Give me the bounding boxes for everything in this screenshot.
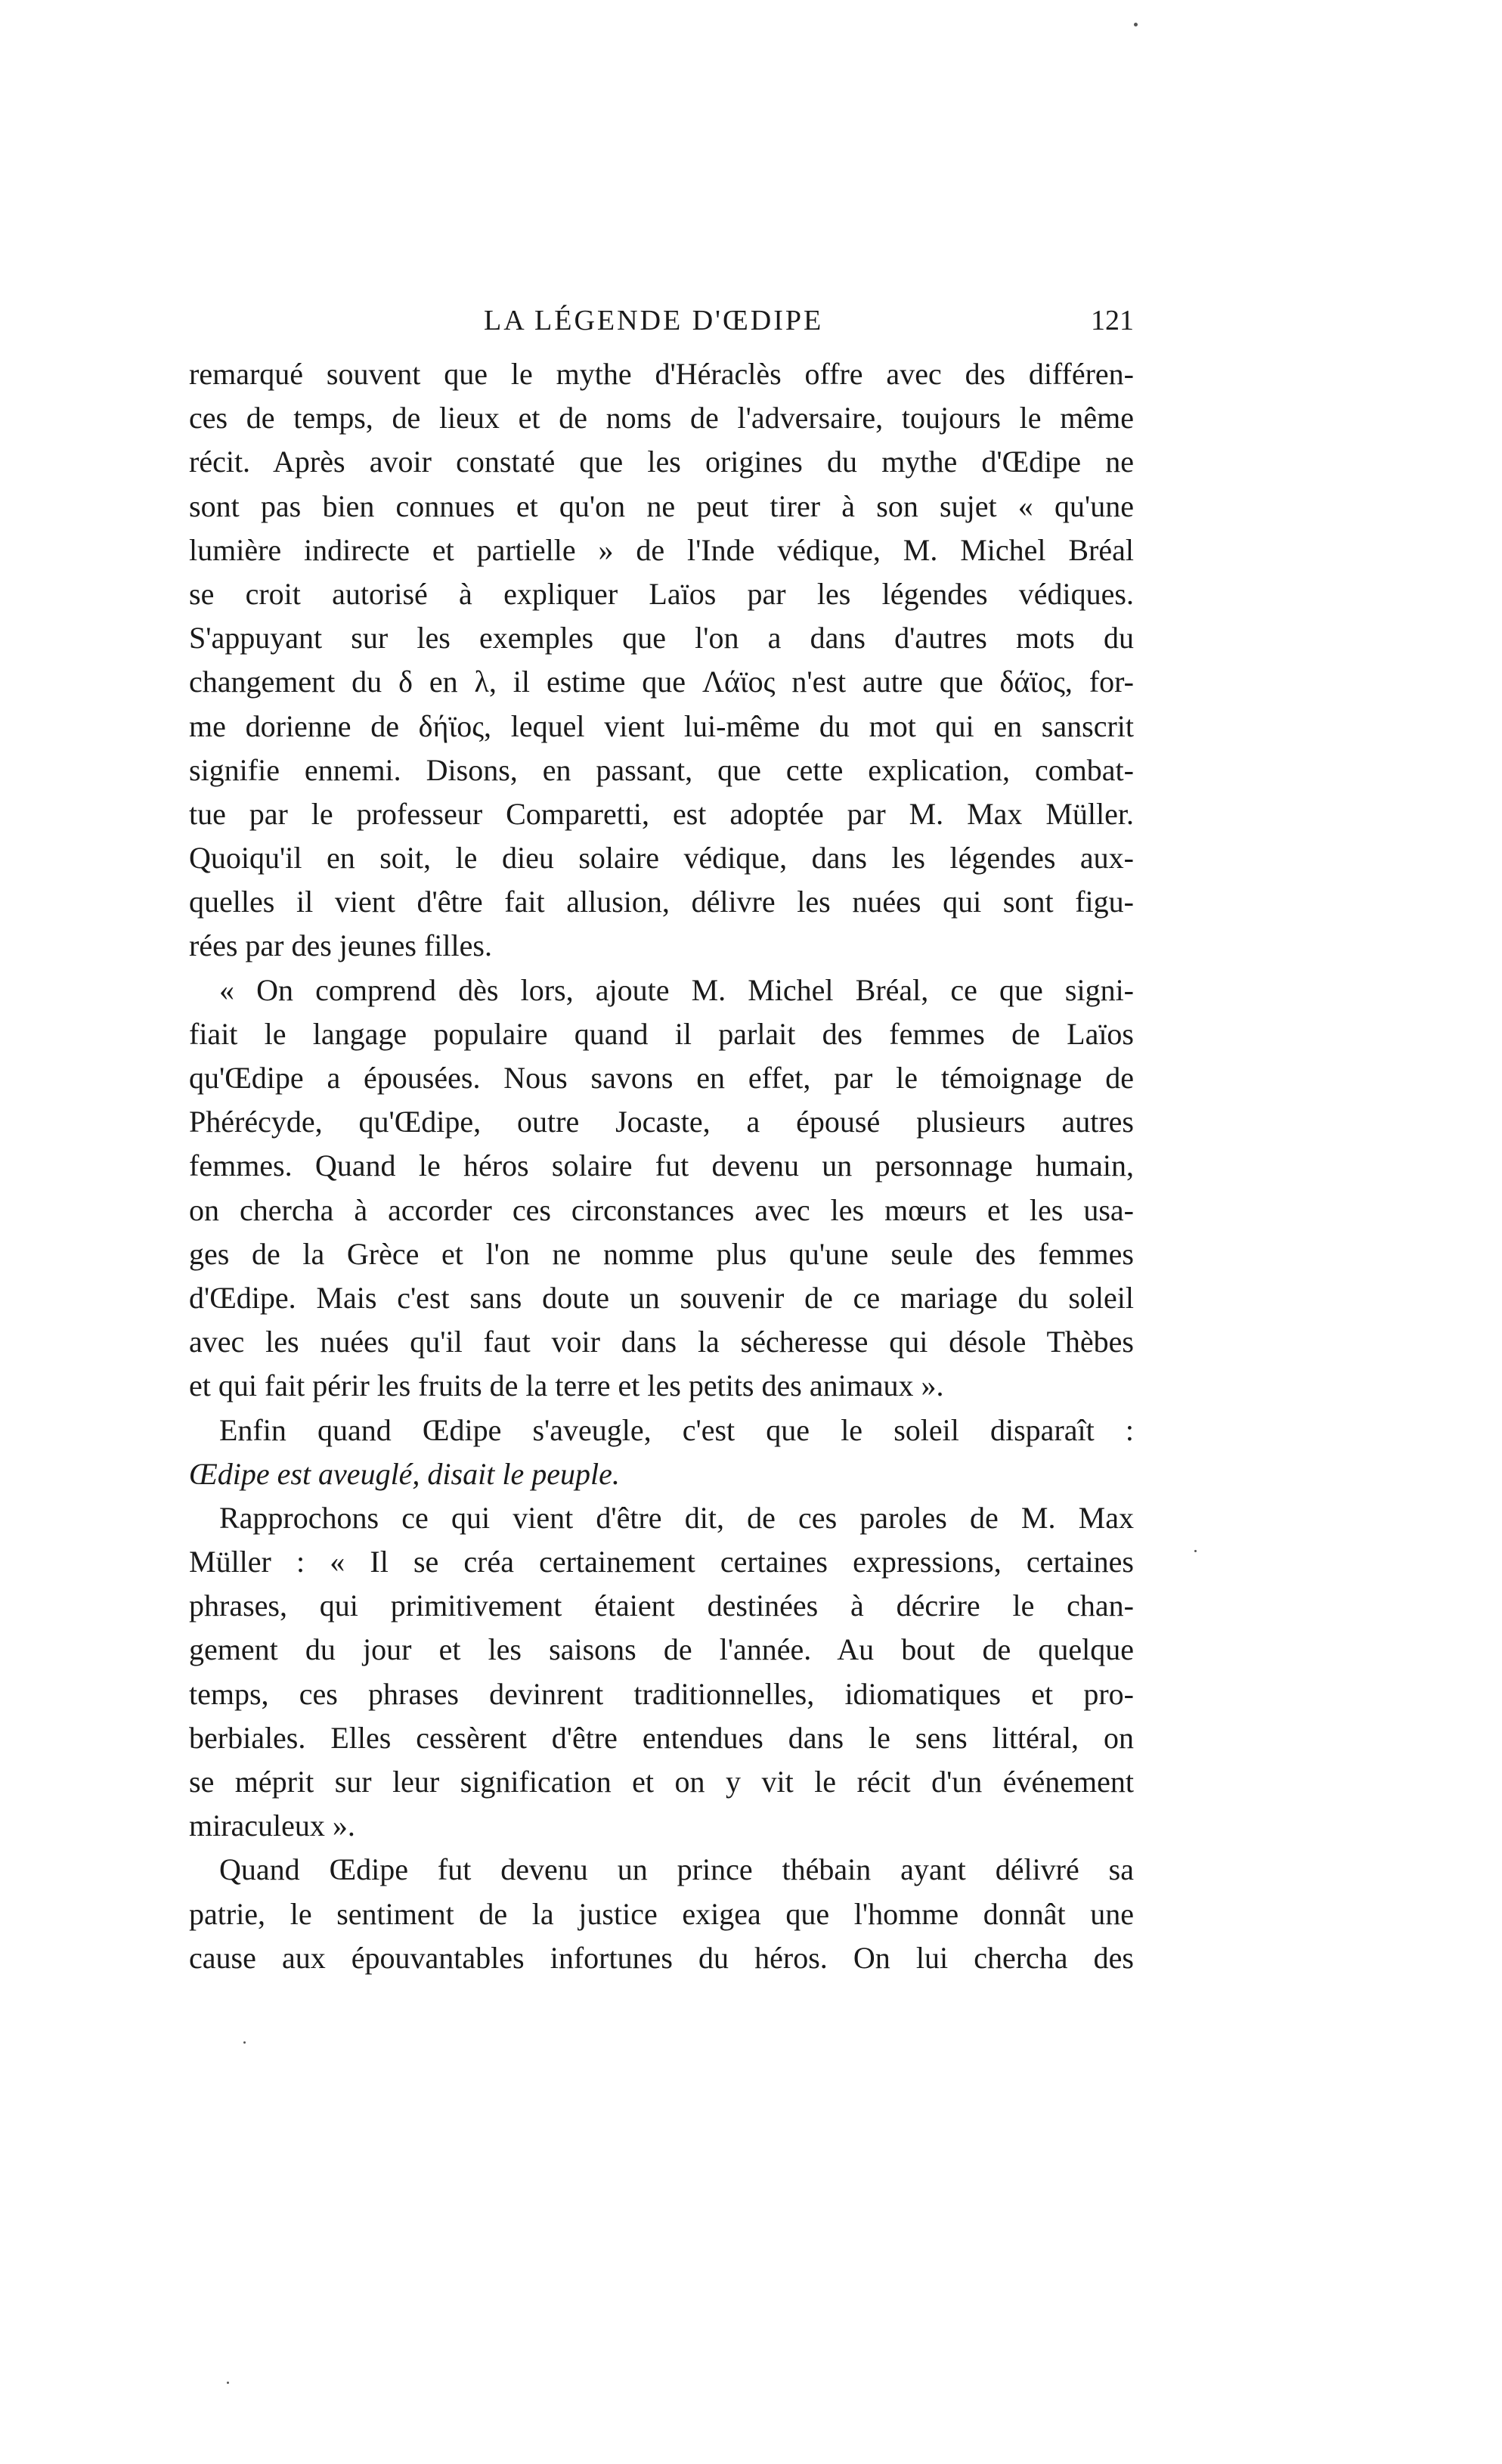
paragraph-5 (189, 1848, 1134, 1980)
text-line: changement du δ en λ, il estime que Λάϊος n'est autre que δάϊος, for- (189, 665, 1134, 699)
scan-speck (227, 2382, 229, 2384)
paragraph-4 (189, 1496, 1134, 1849)
text-line: cause aux épouvantables infortunes du héros. On lui chercha des (189, 1940, 1134, 1975)
text-line: me dorienne de δήϊος, lequel vient lui-même du mot qui en sanscrit (189, 708, 1134, 743)
text-line: fiait le langage populaire quand il parlait des femmes de Laïos (189, 1016, 1134, 1051)
text-line: Quand Œdipe fut devenu un prince thébain ayant délivré sa (219, 1852, 1134, 1887)
text-line: et qui fait périr les fruits de la terre et les petits des animaux ». (189, 1368, 944, 1403)
text-line: Rapprochons ce qui vient d'être dit, de ces paroles de M. Max (219, 1500, 1134, 1535)
page-number: 121 (1091, 305, 1134, 336)
text-line: se croit autorisé à expliquer Laïos par les légendes védiques. (189, 576, 1134, 611)
text-line: sont pas bien connues et qu'on ne peut tirer à son sujet « qu'une (189, 488, 1134, 523)
paragraph-1 (189, 352, 1134, 969)
text-line: Enfin quand Œdipe s'aveugle, c'est que le soleil disparaît : (219, 1412, 1134, 1447)
text-line: temps, ces phrases devinrent traditionnelles, idiomatiques et pro- (189, 1676, 1134, 1711)
text-line: Phérécyde, qu'Œdipe, outre Jocaste, a épousé plusieurs autres (189, 1105, 1134, 1139)
text-line: d'Œdipe. Mais c'est sans doute un souvenir de ce mariage du soleil (189, 1280, 1134, 1315)
text-line: Müller : « Il se créa certainement certaines expressions, certaines (189, 1545, 1134, 1579)
text-line: quelles il vient d'être fait allusion, délivre les nuées qui sont figu- (189, 885, 1134, 919)
scan-speck (1134, 23, 1138, 26)
text-line: qu'Œdipe a épousées. Nous savons en effet, par le témoignage de (189, 1061, 1134, 1095)
text-line: rées par des jeunes filles. (189, 928, 492, 963)
paragraph-2 (189, 969, 1134, 1409)
text-line: Quoiqu'il en soit, le dieu solaire védique, dans les légendes aux- (189, 841, 1134, 876)
text-line: Œdipe est aveuglé, disait le peuple. (189, 1456, 620, 1491)
text-line: signifie ennemi. Disons, en passant, que cette explication, combat- (189, 752, 1134, 787)
text-line: femmes. Quand le héros solaire fut devenu un personnage humain, (189, 1148, 1134, 1183)
scan-speck (1194, 1550, 1197, 1552)
text-line: remarqué souvent que le mythe d'Héraclès offre avec des différen- (189, 357, 1134, 391)
text-line: ges de la Grèce et l'on ne nomme plus qu'une seule des femmes (189, 1236, 1134, 1271)
scan-speck (243, 2041, 246, 2044)
text-line: se méprit sur leur signification et on y vit le récit d'un événement (189, 1765, 1134, 1799)
text-line: S'appuyant sur les exemples que l'on a dans d'autres mots du (189, 621, 1134, 656)
text-line: ces de temps, de lieux et de noms de l'adversaire, toujours le même (189, 401, 1134, 435)
paragraph-3 (189, 1409, 1134, 1496)
text-line: berbiales. Elles cessèrent d'être entendues dans le sens littéral, on (189, 1720, 1134, 1755)
text-line: phrases, qui primitivement étaient destinées à décrire le chan- (189, 1588, 1134, 1623)
text-line: tue par le professeur Comparetti, est adoptée par M. Max Müller. (189, 796, 1134, 831)
text-line: lumière indirecte et partielle » de l'Inde védique, M. Michel Bréal (189, 532, 1134, 567)
text-line: on chercha à accorder ces circonstances avec les mœurs et les usa- (189, 1192, 1134, 1227)
page-header (189, 298, 1134, 343)
body-text (189, 352, 1134, 1980)
text-line: récit. Après avoir constaté que les origines du mythe d'Œdipe ne (189, 445, 1134, 479)
text-line: avec les nuées qu'il faut voir dans la sécheresse qui désole Thèbes (189, 1325, 1134, 1359)
text-line: gement du jour et les saisons de l'année. Au bout de quelque (189, 1632, 1134, 1667)
text-line: miraculeux ». (189, 1808, 355, 1843)
running-head: LA LÉGENDE D'ŒDIPE (484, 305, 824, 336)
text-line: patrie, le sentiment de la justice exigea que l'homme donnât une (189, 1896, 1134, 1931)
text-line: « On comprend dès lors, ajoute M. Michel Bréal, ce que signi- (219, 972, 1134, 1007)
